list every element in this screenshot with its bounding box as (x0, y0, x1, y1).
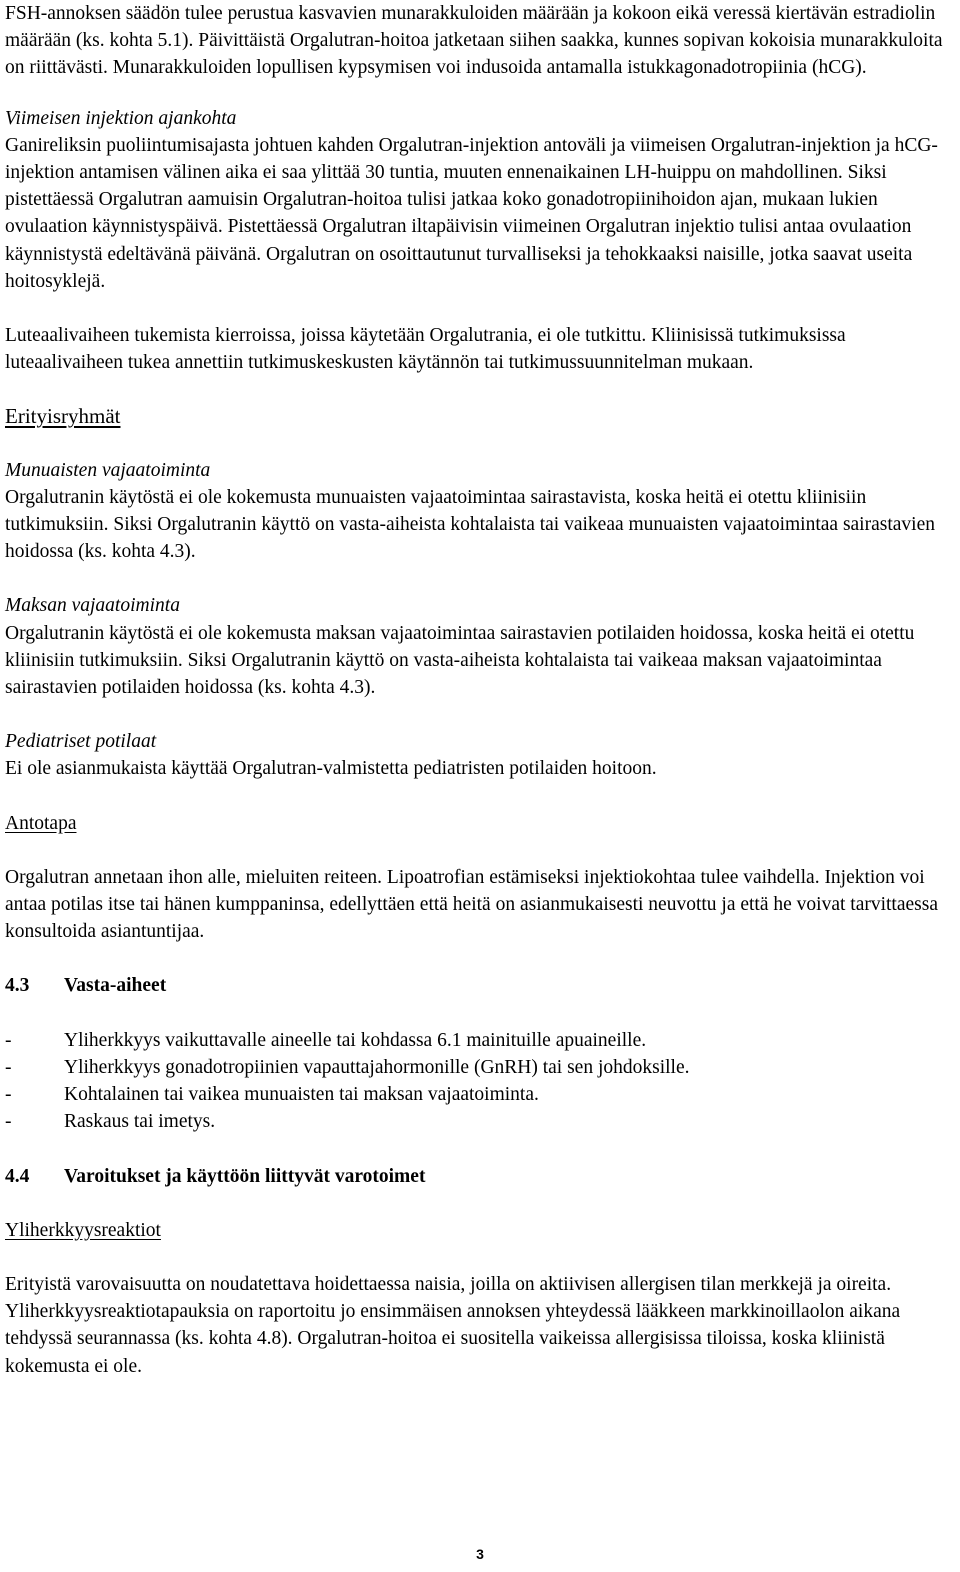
hepatic-impairment-heading: Maksan vajaatoiminta (5, 595, 180, 617)
contraindications-list (5, 1027, 955, 1136)
hypersensitivity-text: Erityistä varovaisuutta on noudatettava hoidettaessa naisia, joilla on aktiivisen allergisen tilan merkkejä ja oireita. Yliherkkyysreaktiotapauksia on raportoitu jo ensimmäisen annoksen yhteydessä lääkkeen markkinoillaolon aikana tehdyssä seurannassa (ks. kohta 4.8). Orgalutran-hoitoa ei suositella vaikeissa allergisissa tiloissa, koska kliinistä kokemusta ei ole. (5, 1273, 901, 1377)
contraindications-title: Vasta-aiheet (64, 975, 167, 997)
list-item (5, 1054, 955, 1081)
document-page (5, 0, 955, 1380)
pediatric-text: Ei ole asianmukaista käyttää Orgalutran-valmistetta pediatristen potilaiden hoitoon. (5, 758, 657, 780)
list-item-text: Raskaus tai imetys. (64, 1111, 216, 1133)
list-item (5, 1027, 955, 1054)
luteal-support-paragraph: Luteaalivaiheen tukemista kierroissa, joissa käytetään Orgalutrania, ei ole tutkittu. Kliinisissä tutkimuksissa luteaalivaiheen tukea annettiin tutkimuskeskusten käytännön tai tutkimussuunnitelman mukaan. (5, 325, 846, 374)
list-bullet: - (5, 1084, 12, 1106)
contraindications-heading (5, 972, 955, 999)
administration-heading: Antotapa (5, 812, 77, 834)
list-bullet: - (5, 1056, 12, 1078)
page-number: 3 (476, 1546, 484, 1562)
list-bullet: - (5, 1111, 12, 1133)
special-groups-heading: Erityisryhmät (5, 404, 121, 429)
warnings-number: 4.4 (5, 1165, 30, 1187)
list-item (5, 1081, 955, 1108)
list-item-text: Yliherkkyys gonadotropiinien vapauttajahormonille (GnRH) tai sen johdoksille. (64, 1056, 690, 1078)
hepatic-impairment-text: Orgalutranin käytöstä ei ole kokemusta maksan vajaatoimintaa sairastavien potilaiden hoidossa, koska heitä ei otettu kliinisiin tutkimuksiin. Siksi Orgalutranin käyttö on vasta-aiheista kohtalaista tai vaikeaa maksan vajaatoimintaa sairastavien potilaiden hoidossa (ks. kohta 4.3). (5, 622, 915, 699)
last-injection-heading: Viimeisen injektion ajankohta (5, 107, 237, 129)
list-item-text: Yliherkkyys vaikuttavalle aineelle tai kohdassa 6.1 mainituille apuaineille. (64, 1029, 647, 1051)
intro-paragraph: FSH-annoksen säädön tulee perustua kasvavien munarakkuloiden määrään ja kokoon eikä veressä kiertävän estradiolin määrään (ks. kohta 5.1). Päivittäistä Orgalutran-hoitoa jatketaan siihen saakka, kunnes sopivan kokoisia munarakkuloita on riittävästi. Munarakkuloiden lopullisen kypsymisen voi indusoida antamalla istukkagonadotropiinia (hCG). (5, 3, 943, 79)
pediatric-heading: Pediatriset potilaat (5, 731, 157, 753)
hypersensitivity-heading: Yliherkkyysreaktiot (5, 1219, 161, 1241)
renal-impairment-text: Orgalutranin käytöstä ei ole kokemusta munuaisten vajaatoimintaa sairastavista, koska heitä ei otettu kliinisiin tutkimuksiin. Siksi Orgalutranin käyttö on vasta-aiheista kohtalaista tai vaikeaa munuaisten vajaatoimintaa sairastavien hoidossa (ks. kohta 4.3). (5, 486, 935, 563)
warnings-heading (5, 1163, 955, 1190)
list-item-text: Kohtalainen tai vaikea munuaisten tai maksan vajaatoiminta. (64, 1084, 539, 1106)
contraindications-number: 4.3 (5, 975, 30, 997)
renal-impairment-heading: Munuaisten vajaatoiminta (5, 459, 211, 481)
administration-text: Orgalutran annetaan ihon alle, mieluiten reiteen. Lipoatrofian estämiseksi injektiokohtaa tulee vaihdella. Injektion voi antaa potilas itse tai hänen kumppaninsa, edellyttäen että heitä on asianmukaisesti neuvottu ja että he voivat tarvittaessa konsultoida asiantuntijaa. (5, 866, 938, 943)
warnings-title: Varoitukset ja käyttöön liittyvät varotoimet (64, 1165, 426, 1187)
last-injection-paragraph: Ganireliksin puoliintumisajasta johtuen kahden Orgalutran-injektion antoväli ja viimeisen Orgalutran-injektion ja hCG-injektion antamisen välinen aika ei saa ylittää 30 tuntia, muuten ennenaikainen LH-huippu on mahdollinen. Siksi pistettäessä Orgalutran aamuisin Orgalutran-hoitoa tulisi jatkaa koko gonadotropiinihoidon ajan, mukaan lukien ovulaation käynnistyspäivä. Pistettäessä Orgalutran iltapäivisin viimeinen Orgalutran injektio tulisi antaa ovulaation käynnistystä edeltävänä päivänä. Orgalutran on osoittautunut turvalliseksi ja tehokkaaksi naisille, jotka saavat useita hoitosyklejä. (5, 134, 938, 292)
list-item (5, 1108, 955, 1135)
list-bullet: - (5, 1029, 12, 1051)
